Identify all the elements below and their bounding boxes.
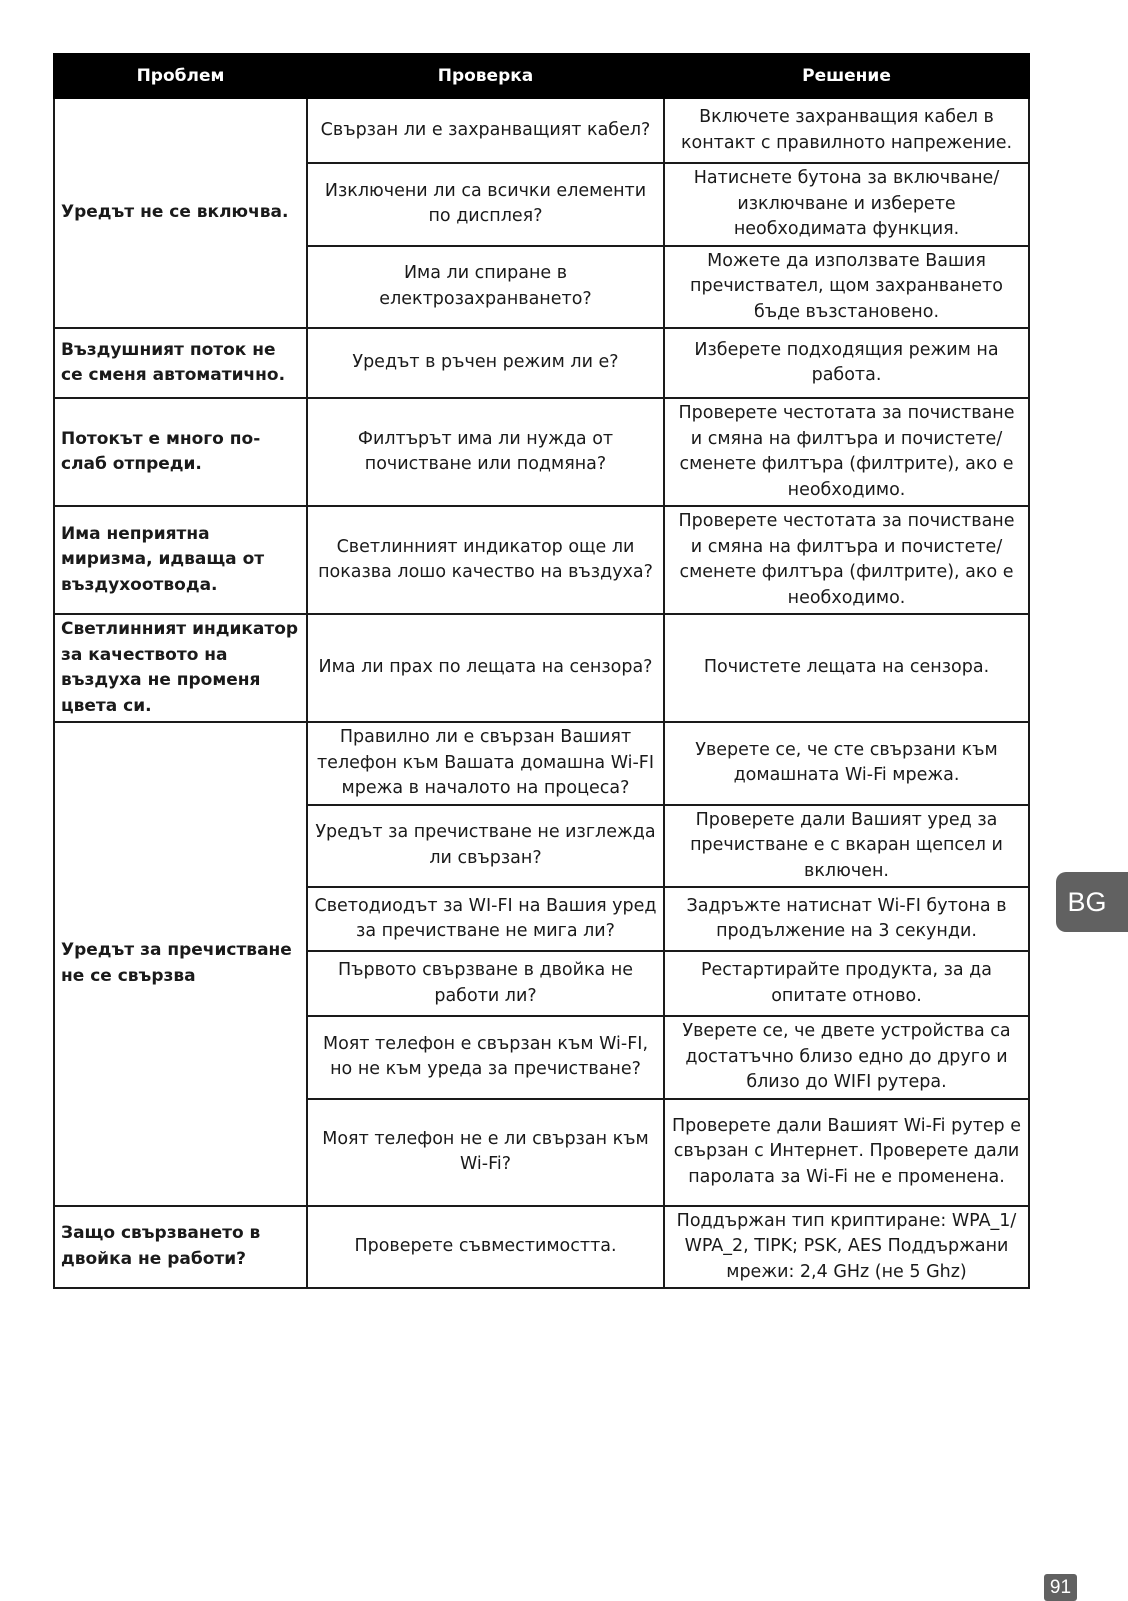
check-cell: Уредът за пречистване не изглежда ли свързан? <box>307 805 664 888</box>
problem-cell: Светлинният индикатор за качеството на въздуха не променя цвета си. <box>54 614 307 722</box>
check-cell: Светодиодът за WI-FI на Вашия уред за пречистване не мига ли? <box>307 887 664 951</box>
check-cell: Филтърът има ли нужда от почистване или подмяна? <box>307 398 664 506</box>
solution-cell: Изберете подходящия режим на работа. <box>664 328 1029 398</box>
solution-cell: Рестартирайте продукта, за да опитате отново. <box>664 951 1029 1016</box>
problem-cell: Въздушният поток не се сменя автоматично. <box>54 328 307 398</box>
check-cell: Изключени ли са всички елементи по дисплея? <box>307 163 664 246</box>
header-row <box>54 54 1029 98</box>
table-row <box>54 328 1029 398</box>
check-cell: Свързан ли е захранващият кабел? <box>307 98 664 163</box>
check-cell: Първото свързване в двойка не работи ли? <box>307 951 664 1016</box>
solution-cell: Натиснете бутона за включване/ изключване и изберете необходимата функция. <box>664 163 1029 246</box>
problem-cell: Има неприятна миризма, идваща от въздухоотвода. <box>54 506 307 614</box>
problem-cell: Уредът не се включва. <box>54 98 307 328</box>
solution-cell: Задръжте натиснат Wi-FI бутона в продължение на 3 секунди. <box>664 887 1029 951</box>
check-cell: Правилно ли е свързан Вашият телефон към Вашата домашна Wi-FI мрежа в началото на процеса? <box>307 722 664 805</box>
problem-cell: Потокът е много по-слаб отпреди. <box>54 398 307 506</box>
table-header <box>54 54 1029 98</box>
table-row <box>54 398 1029 506</box>
table-row <box>54 506 1029 614</box>
solution-cell: Включете захранващия кабел в контакт с правилното напрежение. <box>664 98 1029 163</box>
table-body <box>54 98 1029 1288</box>
header-problem: Проблем <box>54 54 307 98</box>
check-cell: Уредът в ръчен режим ли е? <box>307 328 664 398</box>
check-cell: Проверете съвместимостта. <box>307 1206 664 1289</box>
solution-cell: Проверете дали Вашият уред за пречистване е с вкаран щепсел и включен. <box>664 805 1029 888</box>
table-row <box>54 722 1029 805</box>
solution-cell: Проверете честотата за почистване и смяна на филтъра и почистете/ сменете филтъра (филтрите), ако е необходимо. <box>664 506 1029 614</box>
check-cell: Моят телефон не е ли свързан към Wi-Fi? <box>307 1099 664 1206</box>
solution-cell: Можете да използвате Вашия пречиствател, щом захранването бъде възстановено. <box>664 246 1029 329</box>
language-badge: BG <box>1056 872 1128 932</box>
solution-cell: Проверете дали Вашият Wi-Fi рутер е свързан с Интернет. Проверете дали паролата за Wi-Fi не е променена. <box>664 1099 1029 1206</box>
problem-cell: Уредът за пречистване не се свързва <box>54 722 307 1206</box>
solution-cell: Поддържан тип криптиране: WPA_1/ WPA_2, TIPK; PSK, AES Поддържани мрежи: 2,4 GHz (не 5 Ghz) <box>664 1206 1029 1289</box>
table-row <box>54 614 1029 722</box>
solution-cell: Проверете честотата за почистване и смяна на филтъра и почистете/ сменете филтъра (филтрите), ако е необходимо. <box>664 398 1029 506</box>
page-number: 91 <box>1044 1574 1077 1601</box>
check-cell: Светлинният индикатор още ли показва лошо качество на въздуха? <box>307 506 664 614</box>
troubleshooting-table <box>53 53 1030 1289</box>
solution-cell: Уверете се, че двете устройства са достатъчно близо едно до друго и близо до WIFI рутера. <box>664 1016 1029 1099</box>
problem-cell: Защо свързването в двойка не работи? <box>54 1206 307 1289</box>
header-solution: Решение <box>664 54 1029 98</box>
header-check: Проверка <box>307 54 664 98</box>
check-cell: Моят телефон е свързан към Wi-FI, но не към уреда за пречистване? <box>307 1016 664 1099</box>
table-row <box>54 1206 1029 1289</box>
solution-cell: Почистете лещата на сензора. <box>664 614 1029 722</box>
table-row <box>54 98 1029 163</box>
solution-cell: Уверете се, че сте свързани към домашната Wi-Fi мрежа. <box>664 722 1029 805</box>
check-cell: Има ли прах по лещата на сензора? <box>307 614 664 722</box>
check-cell: Има ли спиране в електрозахранването? <box>307 246 664 329</box>
